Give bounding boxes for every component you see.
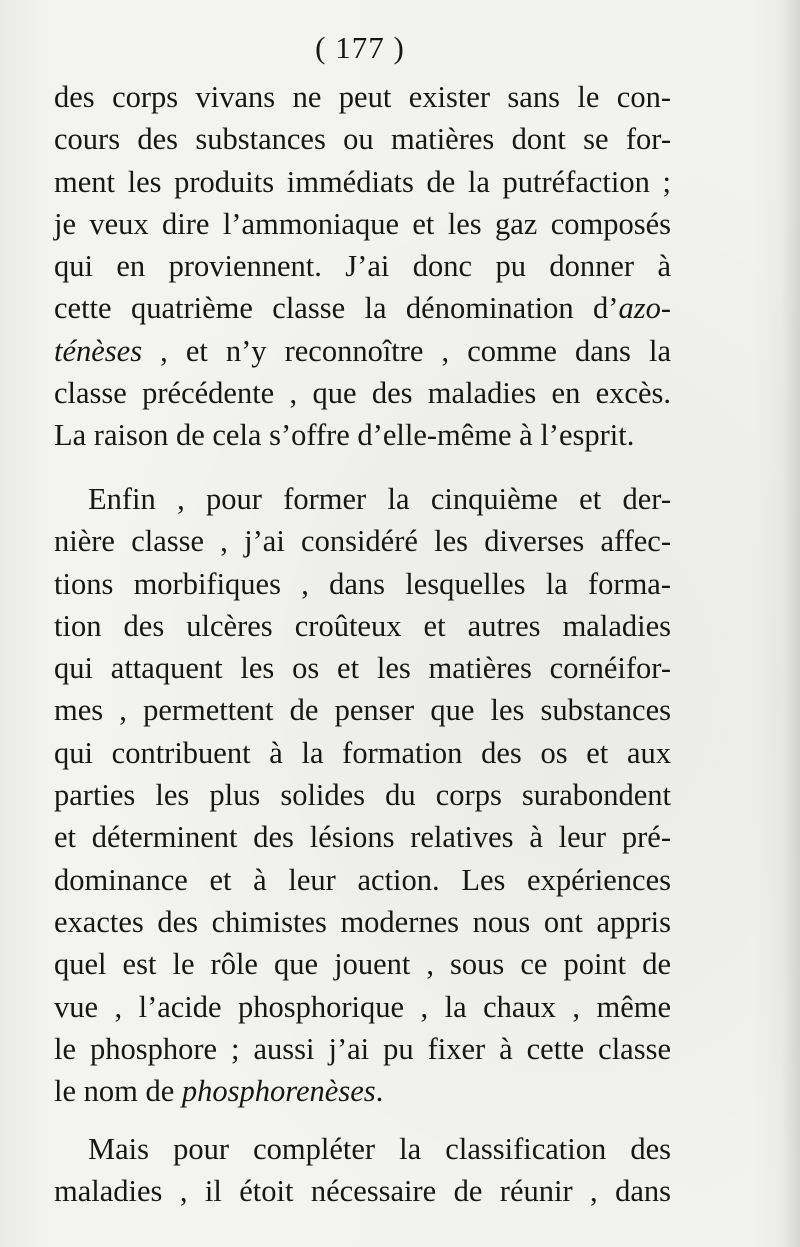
text-line	[54, 1070, 671, 1112]
text-fragment: le nom de	[54, 1074, 182, 1109]
italic-term: azo-	[618, 291, 671, 326]
text-line: exactes des chimistes modernes nous ont appris	[54, 904, 671, 939]
text-line: et déterminent des lésions relatives à leur pré-	[54, 820, 671, 855]
text-fragment: , et n’y reconnoître , comme dans la	[142, 333, 671, 368]
page-edge-shadow	[782, 0, 800, 1247]
text-fragment: cette quatrième classe la dénomination d’	[54, 291, 619, 326]
italic-term: phosphorenèses	[181, 1074, 376, 1109]
text-line: maladies , il étoit nécessaire de réunir , dans	[54, 1174, 671, 1209]
text-line: mes , permettent de penser que les substances	[54, 693, 671, 728]
text-line: La raison de cela s’offre d’elle-même à l’esprit.	[54, 418, 635, 453]
paragraph-1	[54, 76, 671, 457]
paragraph-2	[54, 478, 671, 1112]
text-line: quel est le rôle que jouent , sous ce point de	[54, 947, 671, 982]
text-line: je veux dire l’ammoniaque et les gaz composés	[54, 206, 671, 241]
text-line: parties les plus solides du corps surabondent	[54, 778, 671, 813]
text-line	[54, 287, 671, 329]
text-fragment: .	[375, 1074, 384, 1109]
text-line: vue , l’acide phosphorique , la chaux , même	[54, 989, 671, 1024]
text-line: ment les produits immédiats de la putréfaction ;	[54, 164, 671, 199]
text-line: qui en proviennent. J’ai donc pu donner à	[54, 249, 671, 284]
text-line: des corps vivans ne peut exister sans le con-	[54, 80, 671, 114]
text-line: qui contribuent à la formation des os et aux	[54, 735, 671, 770]
text-line: tion des ulcères croûteux et autres maladies	[54, 608, 671, 643]
italic-term: ténèses	[54, 333, 143, 368]
text-line: nière classe , j’ai considéré les diverses affec-	[54, 524, 671, 559]
text-line: dominance et à leur action. Les expériences	[54, 862, 671, 897]
text-line: classe précédente , que des maladies en excès.	[54, 376, 671, 411]
text-line: qui attaquent les os et les matières cornéifor-	[54, 651, 671, 686]
text-line: le phosphore ; aussi j’ai pu fixer à cette classe	[54, 1031, 671, 1066]
text-line: cours des substances ou matières dont se for-	[54, 122, 671, 157]
text-line: Mais pour compléter la classification des	[88, 1132, 671, 1166]
text-line: Enfin , pour former la cinquième et der-	[88, 482, 671, 516]
page-number: ( 177 )	[315, 30, 405, 65]
paragraph-3	[54, 1128, 671, 1213]
text-line: tions morbifiques , dans lesquelles la forma-	[54, 566, 671, 601]
text-line	[54, 330, 671, 372]
